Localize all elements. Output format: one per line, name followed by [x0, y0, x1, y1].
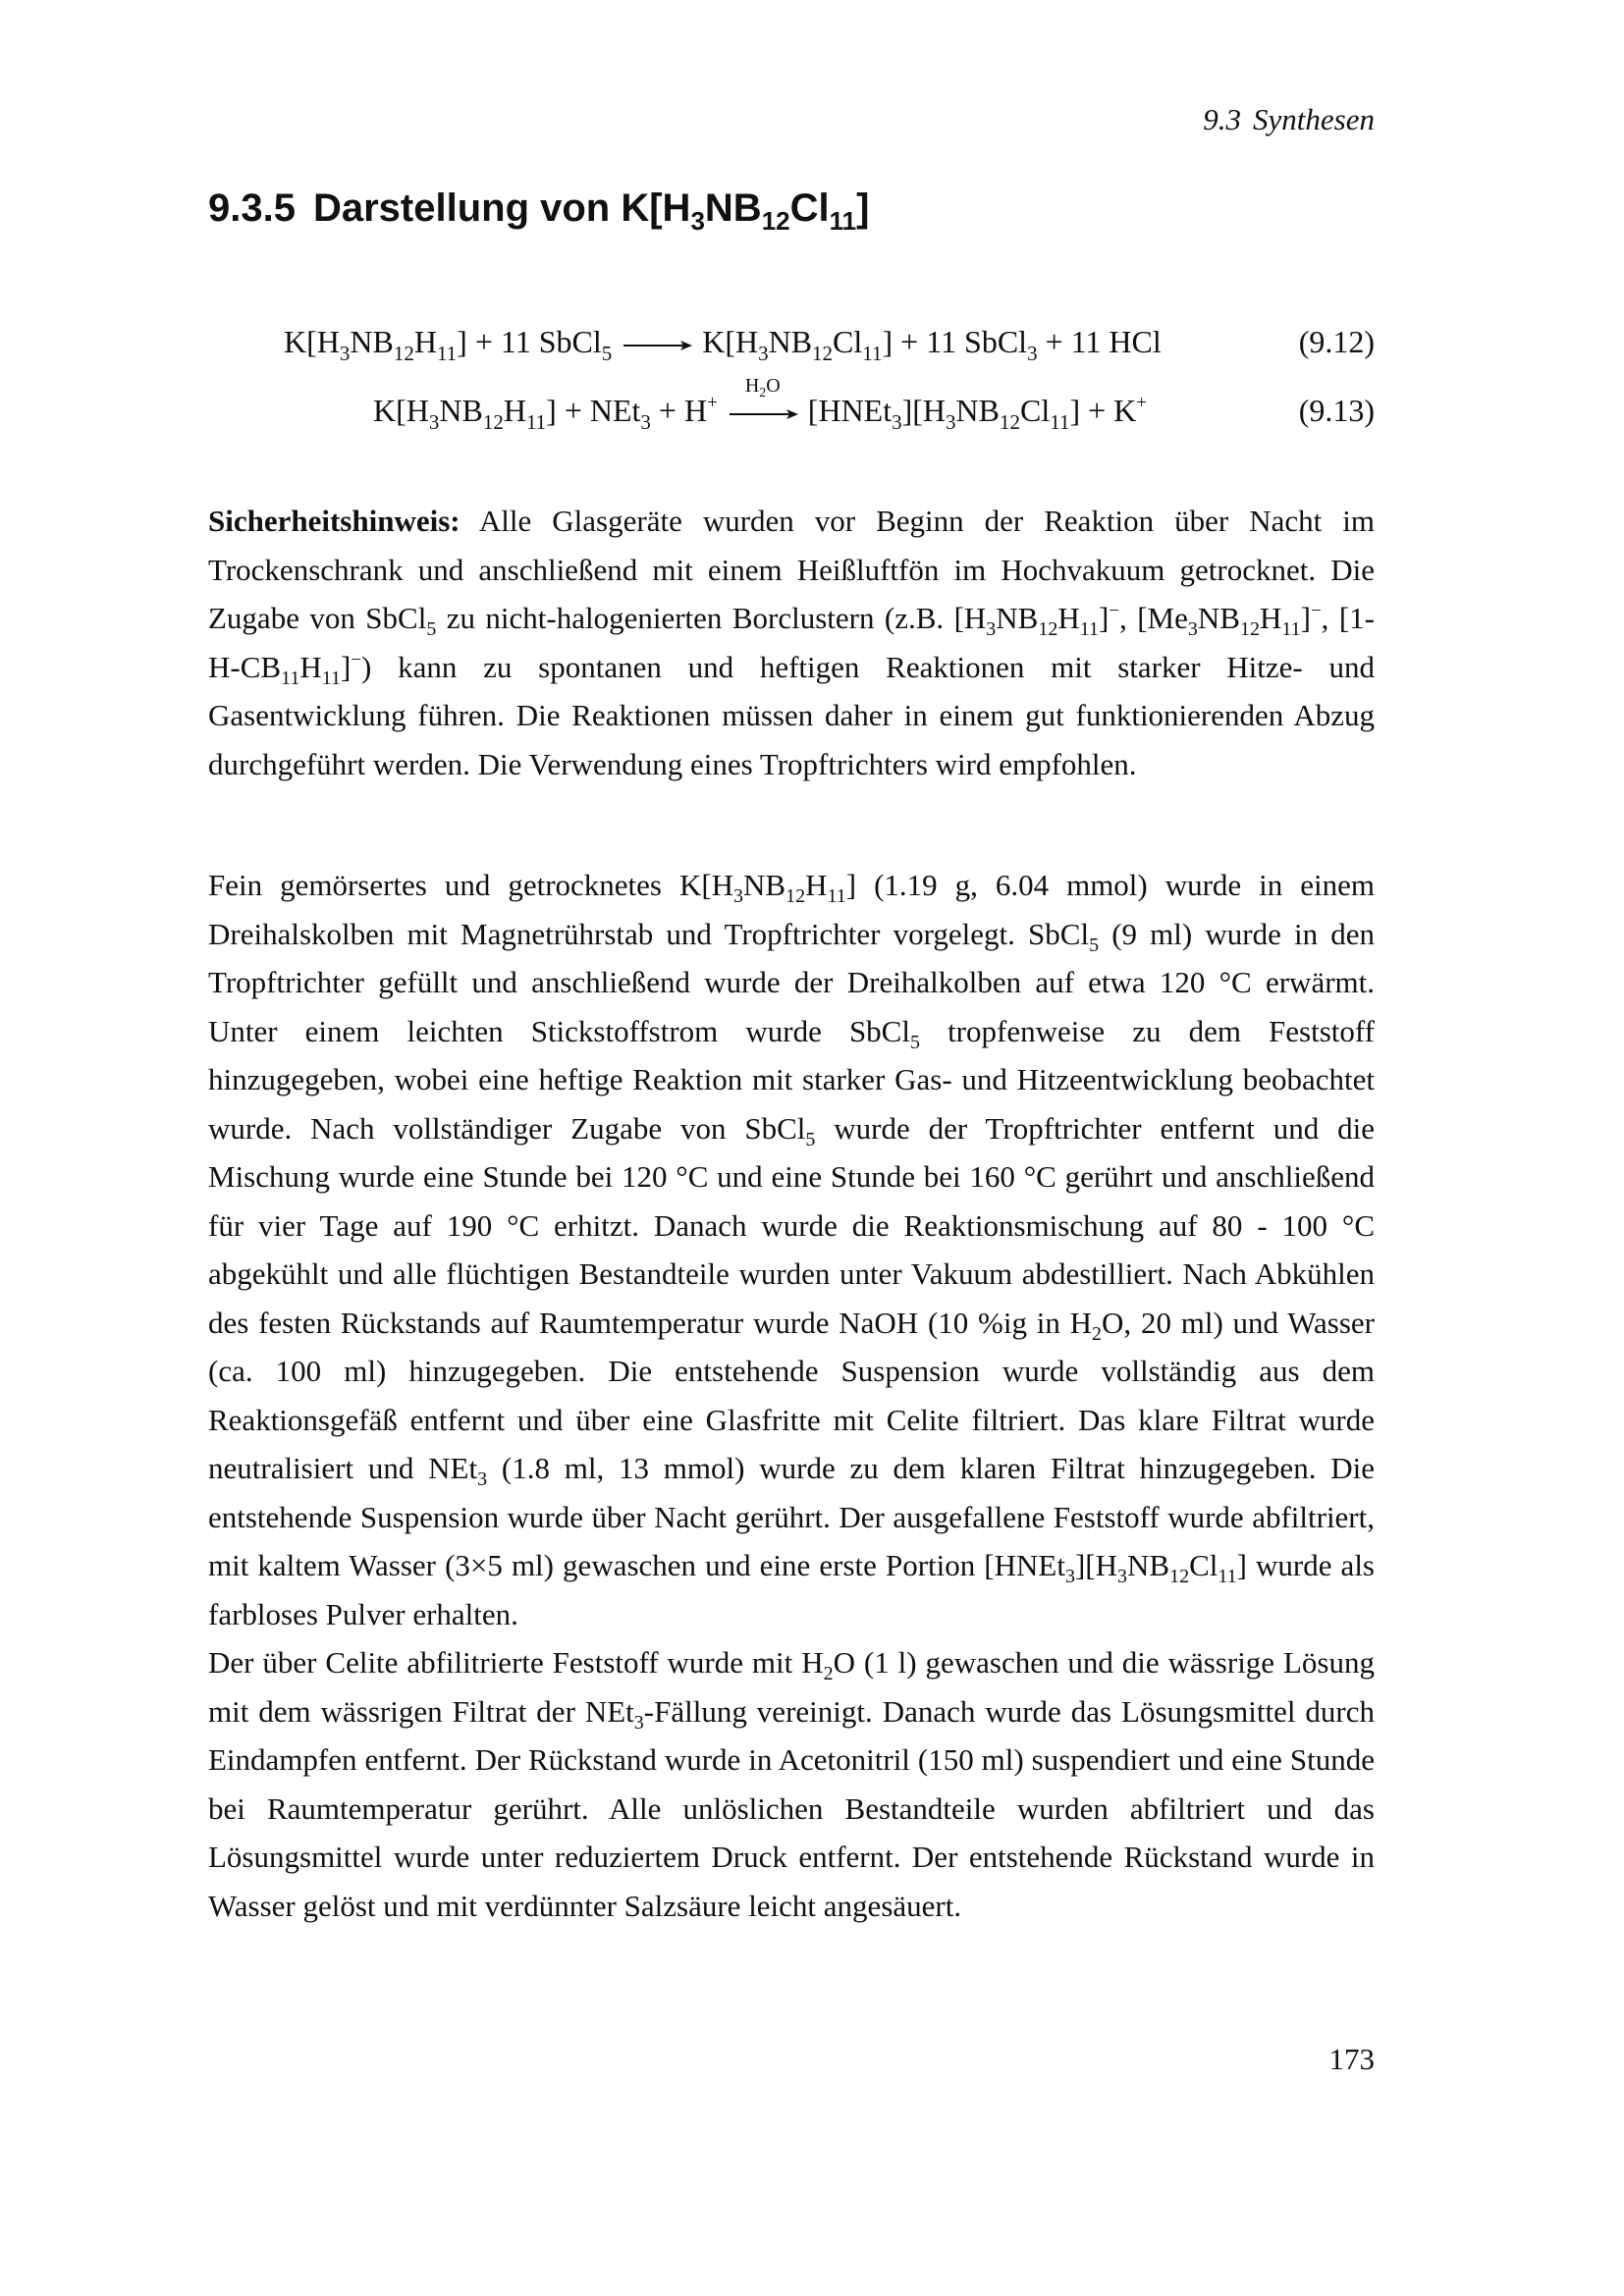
safety-note: [208, 497, 1375, 788]
equation-9-13: $K[H_3NB_{12}H_{11}] + NEt_3 + H^+$ $H_2O$ $[HNEt_3][H_3NB_{12}Cl_{11}] + K^+$: [373, 374, 1147, 434]
procedure-text: [208, 861, 1375, 1930]
safety-text: Alle Glasgeräte wurden vor Beginn der Reaktion über Nacht im Trockenschrank und anschließend mit einem Heißluftfön im Hochvakuum getrocknet. Die Zugabe von SbCl$_5$ zu nicht-halogenierten Borclustern (z.B. $[H_3NB_{12}H_{11}]^-$, $[Me_3NB_{12}H_{11}]^-$, $[1-H-CB_{11}H_{11}]^-$) kann zu spontanen und heftigen Reaktionen mit starker Hitze- und Gasentwicklung führen. Die Reaktionen müssen daher in einem gut funktionierenden Abzug durchgeführt werden. Die Verwendung eines Tropftrichters wird empfohlen.: [208, 504, 1375, 781]
running-head-title: Synthesen: [1253, 102, 1375, 136]
section-title: 9.3.5 Darstellung von $K[H_3NB_{12}Cl_{11}]$: [208, 187, 870, 236]
safety-paragraph: [208, 497, 1375, 788]
page-number: 173: [1328, 2042, 1375, 2076]
equation-label-9-13: (9.13): [1298, 393, 1375, 428]
procedure-paragraph-1: Fein gemörsertes und getrocknetes $K[H_3NB_{12}H_{11}]$ (1.19 g, 6.04 mmol) wurde in einem Dreihalskolben mit Magnetrührstab und Tropftrichter vorgelegt. SbCl$_5$ (9 ml) wurde in den Tropftrichter gefüllt und anschließend wurde der Dreihalkolben auf etwa 120 °C erwärmt. Unter einem leichten Stickstoffstrom wurde SbCl$_5$ tropfenweise zu dem Feststoff hinzugegeben, wobei eine heftige Reaktion mit starker Gas- und Hitzeentwicklung beobachtet wurde. Nach vollständiger Zugabe von SbCl$_5$ wurde der Tropftrichter entfernt und die Mischung wurde eine Stunde bei 120 °C und eine Stunde bei 160 °C gerührt und anschließend für vier Tage auf 190 °C erhitzt. Danach wurde die Reaktionsmischung auf 80 - 100 °C abgekühlt und alle flüchtigen Bestandteile wurden unter Vakuum abdestilliert. Nach Abkühlen des festen Rückstands auf Raumtemperatur wurde NaOH (10 %ig in $H_2O$, 20 ml) und Wasser (ca. 100 ml) hinzugegeben. Die entstehende Suspension wurde vollständig aus dem Reaktionsgefäß entfernt und über eine Glasfritte mit Celite filtriert. Das klare Filtrat wurde neutralisiert und NEt$_3$ (1.8 ml, 13 mmol) wurde zu dem klaren Filtrat hinzugegeben. Die entstehende Suspension wurde über Nacht gerührt. Der ausgefallene Feststoff wurde abfiltriert, mit kaltem Wasser (3×5 ml) gewaschen und eine erste Portion $[HNEt_3][H_3NB_{12}Cl_{11}]$ wurde als farbloses Pulver erhalten.: [208, 868, 1376, 1631]
running-head-number: 9.3: [1203, 102, 1242, 136]
equation-9-12: $K[H_3NB_{12}H_{11}] + 11$ SbCl$_5$ $K[H_3NB_{12}Cl_{11}] + 11$ SbCl$_3$ + 11 HCl: [284, 324, 1162, 365]
reaction-arrow: [622, 336, 692, 355]
safety-label: Sicherheitshinweis:: [208, 504, 460, 538]
procedure-paragraph-2: Der über Celite abfilitrierte Feststoff wurde mit $H_2O$ (1 l) gewaschen und die wässrige Lösung mit dem wässrigen Filtrat der NEt$_3$-Fällung vereinigt. Danach wurde das Lösungsmittel durch Eindampfen entfernt. Der Rückstand wurde in Acetonitril (150 ml) suspendiert und eine Stunde bei Raumtemperatur gerührt. Alle unlöslichen Bestandteile wurden abfiltriert und das Lösungsmittel wurde unter reduziertem Druck entfernt. Der entstehende Rückstand wurde in Wasser gelöst und mit verdünnter Salzsäure leicht angesäuert.: [208, 1645, 1375, 1923]
reaction-arrow: $H_2O$: [728, 404, 798, 424]
equation-label-9-12: (9.12): [1298, 324, 1375, 359]
running-head: [1203, 102, 1375, 137]
